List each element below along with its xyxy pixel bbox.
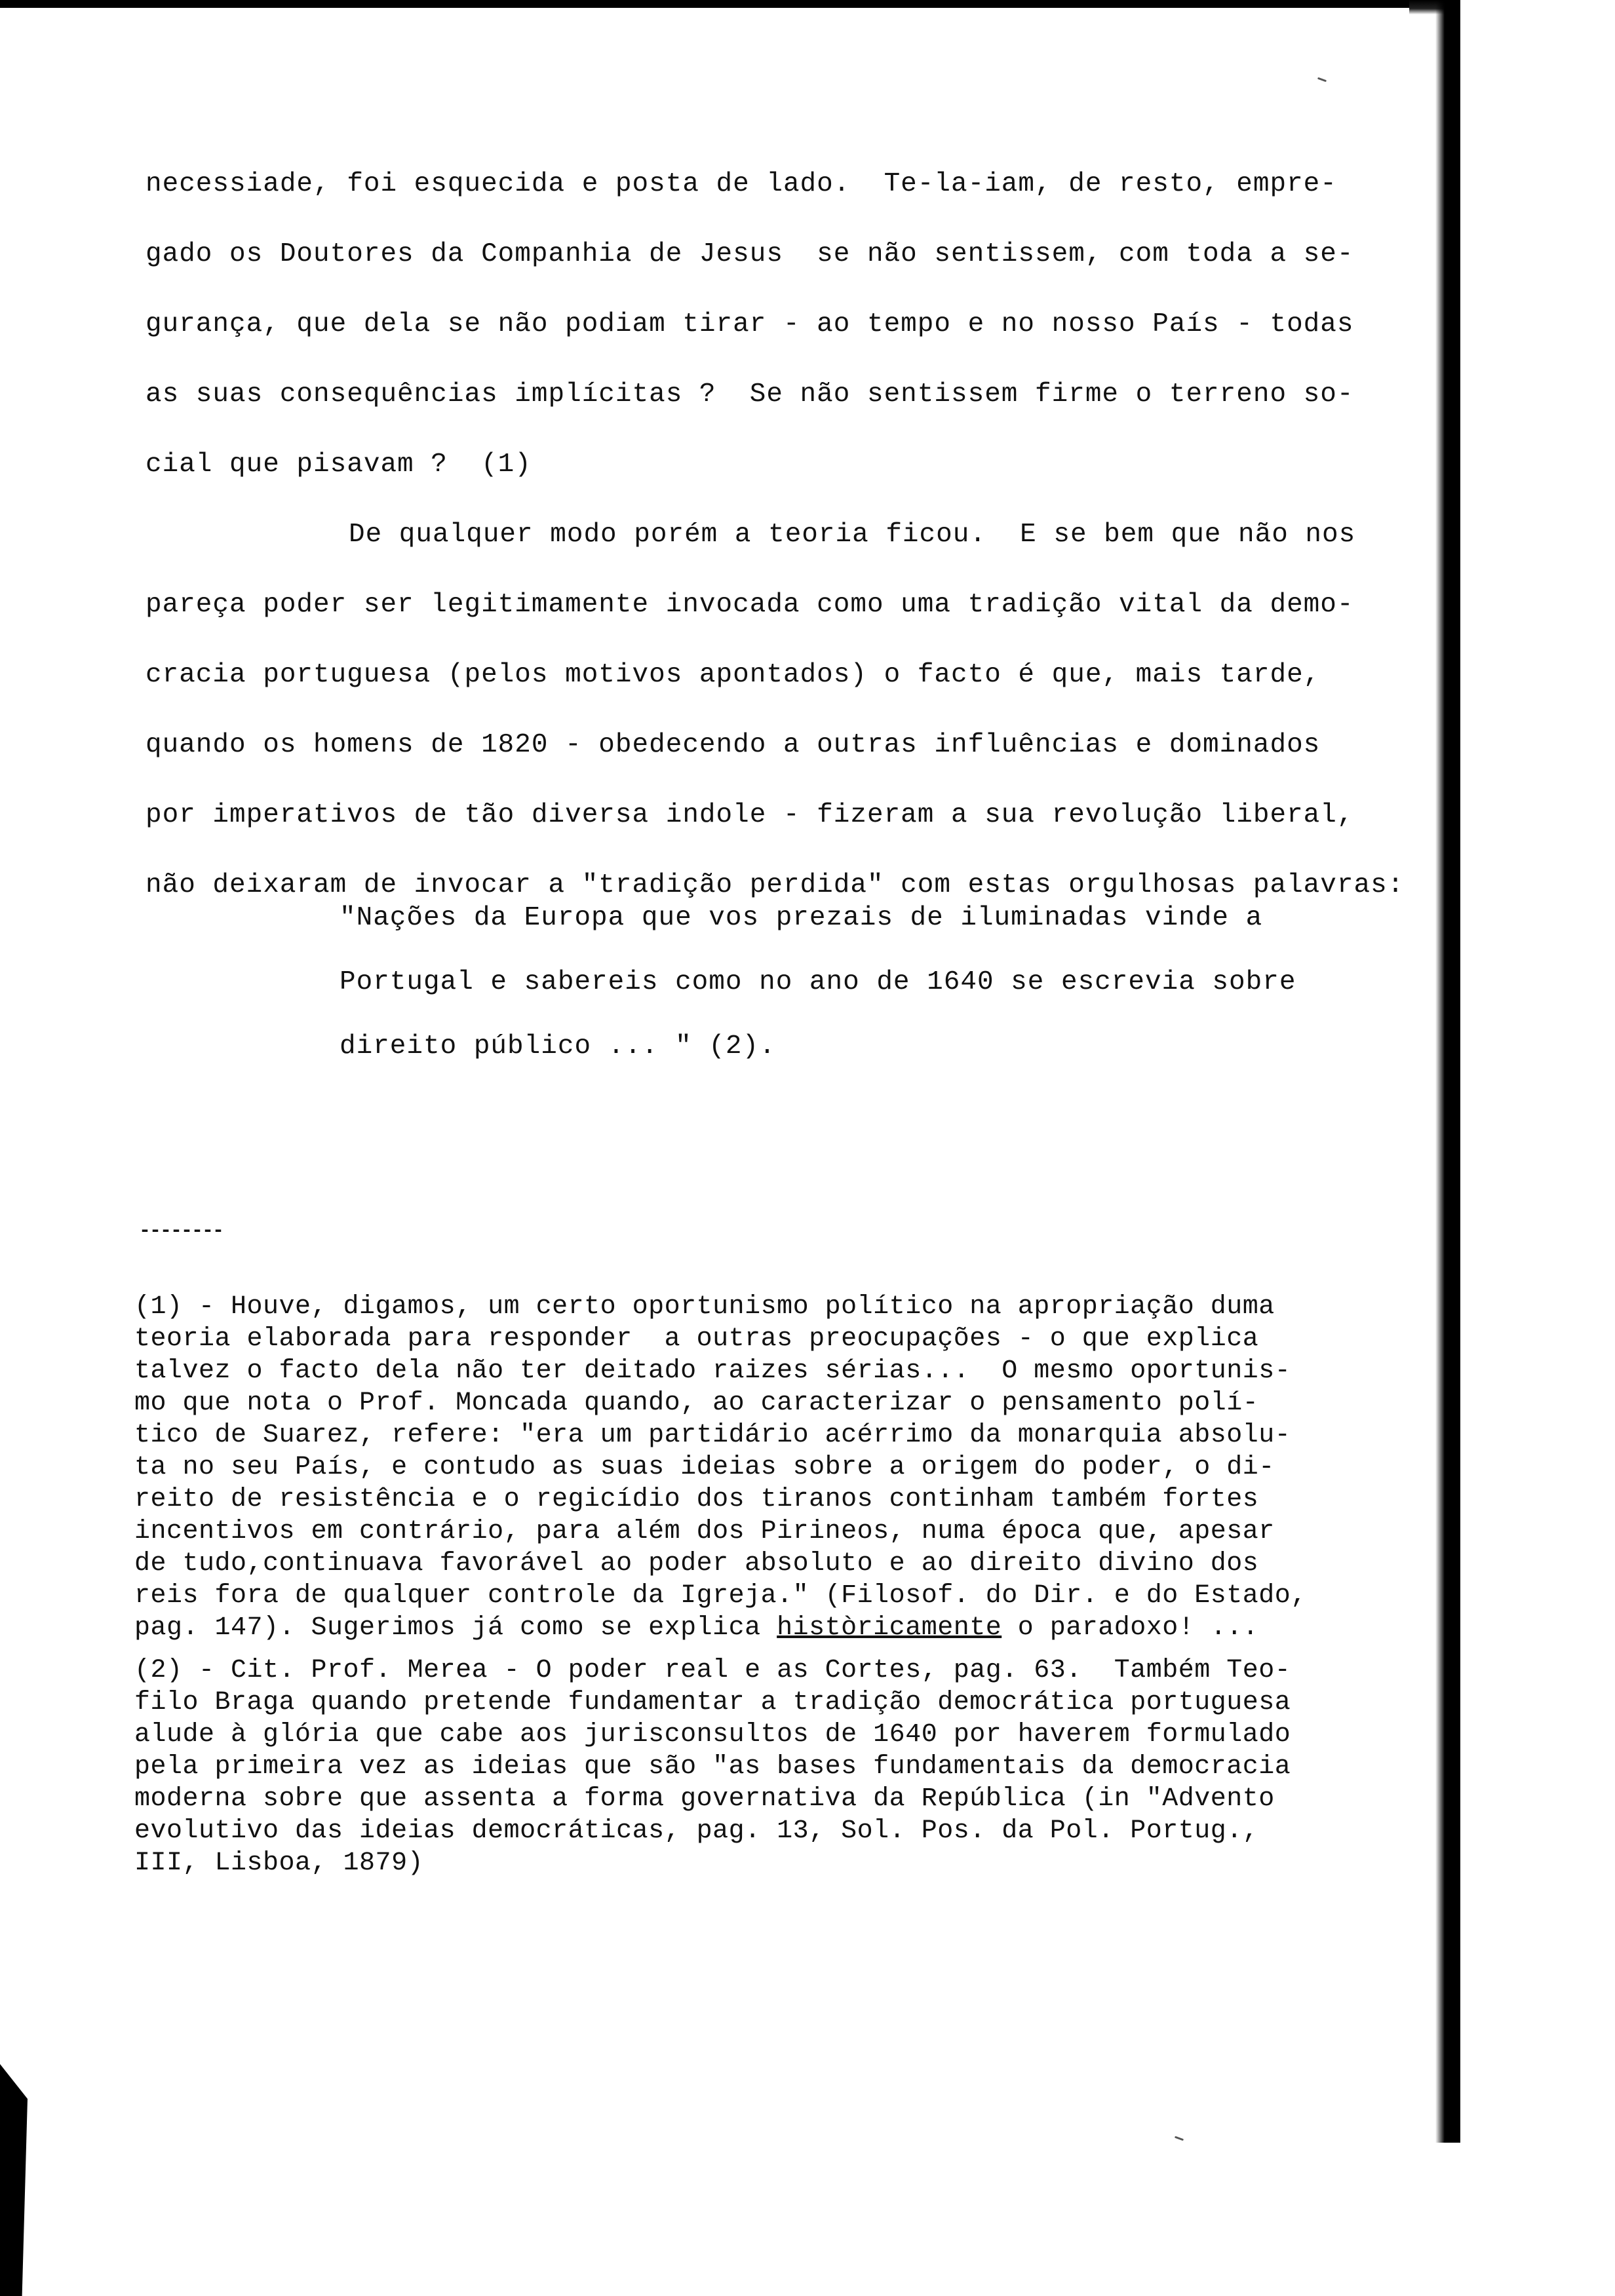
footnote-line: (2) - Cit. Prof. Merea - O poder real e as Cortes, pag. 63. Também Teo- [134,1656,1291,1685]
paragraph-1 [146,149,1378,500]
footnote-line: ta no seu País, e contudo as suas ideias sobre a origem do poder, o di- [134,1453,1275,1482]
footnote-line: mo que nota o Prof. Moncada quando, ao caracterizar o pensamento polí- [134,1388,1259,1418]
footnote-line: talvez o facto dela não ter deitado raizes sérias... O mesmo oportunis- [134,1356,1291,1386]
main-body-text [146,149,1405,921]
footnote-line: teoria elaborada para responder a outras preocupações - o que explica [134,1324,1259,1354]
footnote-2 [134,1655,1380,1879]
footnote-line: tico de Suarez, refere: "era um partidário acérrimo da monarquia absolu- [134,1421,1291,1450]
footnote-1 [134,1291,1380,1644]
text-line: as suas consequências implícitas ? Se não sentissem firme o terreno so- [146,379,1354,410]
text-line: quando os homens de 1820 - obedecendo a outras influências e dominados [146,730,1321,760]
footnote-line: III, Lisboa, 1879) [134,1848,424,1878]
block-quote [340,886,1375,1079]
footnote-line: incentivos em contrário, para além dos Pirineos, numa época que, apesar [134,1517,1275,1546]
footnote-separator: -------- [139,1220,224,1242]
text-line: cial que pisavam ? (1) [146,450,532,480]
footnote-text: pag. 147). Sugerimos já como se explica [134,1613,777,1643]
text-line: pareça poder ser legitimamente invocada como uma tradição vital da demo- [146,590,1354,620]
footnote-line: alude à glória que cabe aos jurisconsultos de 1640 por haverem formulado [134,1720,1291,1750]
text-line: gado os Doutores da Companhia de Jesus se não sentissem, com toda a se- [146,239,1354,269]
text-line: gurança, que dela se não podiam tirar - ao tempo e no nosso País - todas [146,309,1354,339]
underlined-word: històricamente [777,1613,1002,1643]
footnote-line: reito de resistência e o regicídio dos tiranos continham também fortes [134,1485,1259,1514]
text-line: não deixaram de invocar a "tradição perdida" com estas orgulhosas palavras: [146,870,1405,900]
quote-line: "Nações da Europa que vos prezais de iluminadas vinde a [340,903,1263,933]
scan-border-top [0,0,1615,8]
footnote-line: pela primeira vez as ideias que são "as bases fundamentais da democracia [134,1752,1291,1782]
text-line: De qualquer modo porém a teoria ficou. E se bem que não nos [349,520,1356,550]
scan-speck [1317,77,1327,83]
scan-border-right [1435,0,1462,2143]
quote-line: Portugal e sabereis como no ano de 1640 se escrevia sobre [340,967,1296,997]
footnote-line: moderna sobre que assenta a forma governativa da República (in "Advento [134,1784,1275,1814]
footnote-line: de tudo,continuava favorável ao poder absoluto e ao direito divino dos [134,1549,1259,1578]
footnote-gap [134,1644,1380,1655]
page-margin-right [1460,0,1615,2296]
paragraph-2 [146,500,1405,921]
text-line: por imperativos de tão diversa indole - fizeram a sua revolução liberal, [146,800,1354,830]
text-line: necessiade, foi esquecida e posta de lado. Te-la-iam, de resto, empre- [146,169,1337,199]
quote-line: direito público ... " (2). [340,1031,776,1062]
footnote-line [134,1612,1380,1644]
footnote-line: evolutivo das ideias democráticas, pag. 13, Sol. Pos. da Pol. Portug., [134,1816,1259,1846]
footnote-line: reis fora de qualquer controle da Igreja." (Filosof. do Dir. e do Estado, [134,1581,1307,1611]
footnote-line: (1) - Houve, digamos, um certo oportunismo político na apropriação duma [134,1292,1275,1322]
footnotes [134,1291,1380,1879]
scan-border-left-bottom [0,2064,28,2296]
text-line: cracia portuguesa (pelos motivos apontados) o facto é que, mais tarde, [146,660,1321,690]
scan-speck [1175,2136,1184,2141]
footnote-line: filo Braga quando pretende fundamentar a tradição democrática portuguesa [134,1688,1291,1717]
footnote-text: o paradoxo! ... [1002,1613,1259,1643]
